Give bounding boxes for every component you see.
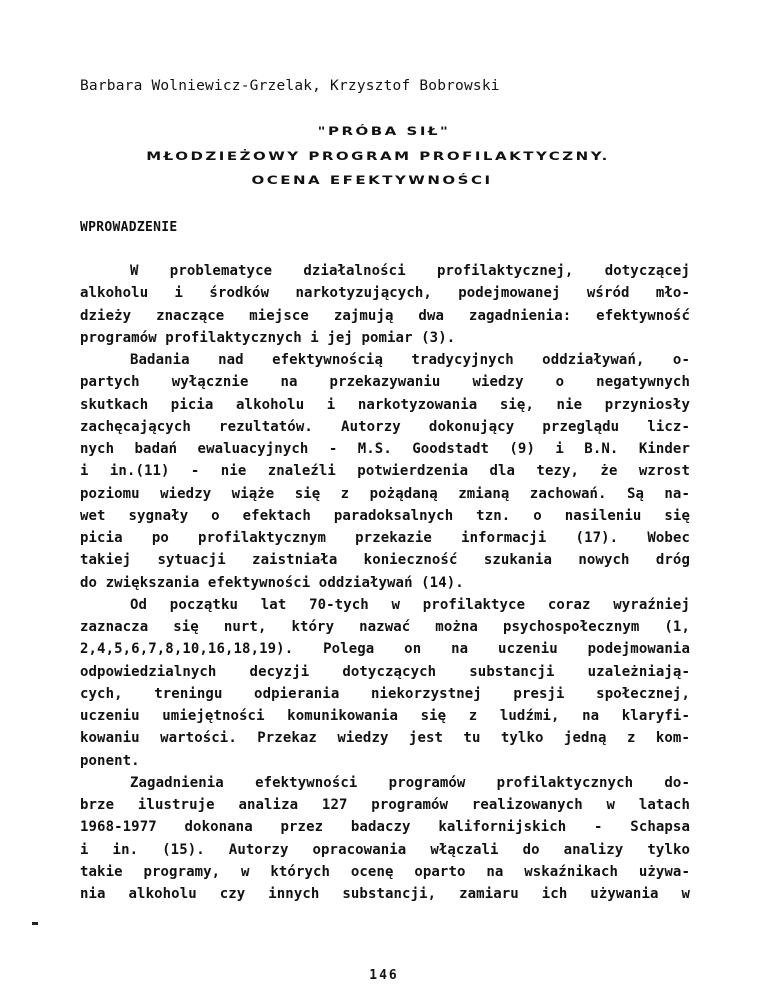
text-line: W problematyce działalności profilaktycznej, dotyczącej	[130, 263, 690, 279]
text-line: 1968-1977 dokonana przez badaczy kalifornijskich - Schapsa	[80, 819, 690, 836]
text-line: picia po profilaktycznym przekazie informacji (17). Wobec	[80, 530, 690, 546]
text-line: alkoholu i środków narkotyzujących, podejmowanej wśród mło-	[80, 285, 690, 302]
text-line: odpowiedzialnych decyzji dotyczących substancji uzależniają-	[80, 663, 690, 680]
text-line: Badania nad efektywnością tradycyjnych oddziaływań, o-	[130, 352, 690, 368]
text-line: programów profilaktycznych i jej pomiar (3).	[80, 329, 456, 346]
text-line: dzieży znaczące miejsce zajmują dwa zagadnienia: efektywność	[80, 307, 690, 324]
text-line: partych wyłącznie na przekazywaniu wiedzy o negatywnych	[80, 374, 690, 391]
section-heading: WPROWADZENIE	[80, 220, 178, 235]
title-line-3: OCENA EFEKTYWNOŚCI	[251, 173, 493, 188]
text-line: zaznacza się nurt, który nazwać można psychospołecznym (1,	[80, 619, 690, 635]
text-line: wet sygnały o efektach paradoksalnych tzn. o nasileniu się	[80, 507, 690, 524]
text-line: Od początku lat 70-tych w profilaktyce coraz wyraźniej	[130, 596, 690, 613]
margin-mark	[32, 922, 38, 925]
text-line: Zagadnienia efektywności programów profilaktycznych do-	[130, 774, 690, 791]
text-line: nia alkoholu czy innych substancji, zamiaru ich używania w	[80, 886, 690, 902]
text-line: cych, treningu odpierania niekorzystnej presji społecznej,	[80, 685, 690, 702]
text-line: takiej sytuacji zaistniała konieczność szukania nowych dróg	[80, 552, 690, 569]
text-line: kowaniu wartości. Przekaz wiedzy jest tu tylko jedną z kom-	[80, 730, 690, 747]
text-line: skutkach picia alkoholu i narkotyzowania się, nie przyniosły	[80, 396, 690, 413]
title-line-2: MŁODZIEŻOWY PROGRAM PROFILAKTYCZNY.	[146, 149, 610, 164]
text-line: takie programy, w których ocenę oparto na wskaźnikach używa-	[80, 863, 690, 880]
text-line: nych badań ewaluacyjnych - M.S. Goodstadt (9) i B.N. Kinder	[80, 441, 690, 457]
text-line: 2,4,5,6,7,8,10,16,18,19). Polega on na uczeniu podejmowania	[80, 641, 690, 658]
body-text	[80, 260, 690, 905]
text-line: ponent.	[80, 752, 140, 769]
title-line-1: "PRÓBA SIŁ"	[317, 124, 451, 139]
text-line: uczeniu umiejętności komunikowania się z ludźmi, na klaryfi-	[80, 708, 690, 724]
text-line: do zwiększania efektywności oddziaływań (14).	[80, 574, 464, 591]
text-line: i in. (15). Autorzy opracowania włączali do analizy tylko	[80, 841, 690, 858]
authors: Barbara Wolniewicz-Grzelak, Krzysztof Bobrowski	[80, 78, 500, 94]
text-line: brze ilustruje analiza 127 programów realizowanych w latach	[80, 797, 690, 813]
page-number: 146	[369, 968, 399, 983]
text-line: poziomu wiedzy wiąże się z pożądaną zmianą zachowań. Są na-	[80, 485, 690, 502]
text-line: i in.(11) - nie znaleźli potwierdzenia dla tezy, że wzrost	[80, 463, 690, 480]
text-line: zachęcających rezultatów. Autorzy dokonujący przeglądu licz-	[80, 418, 690, 435]
